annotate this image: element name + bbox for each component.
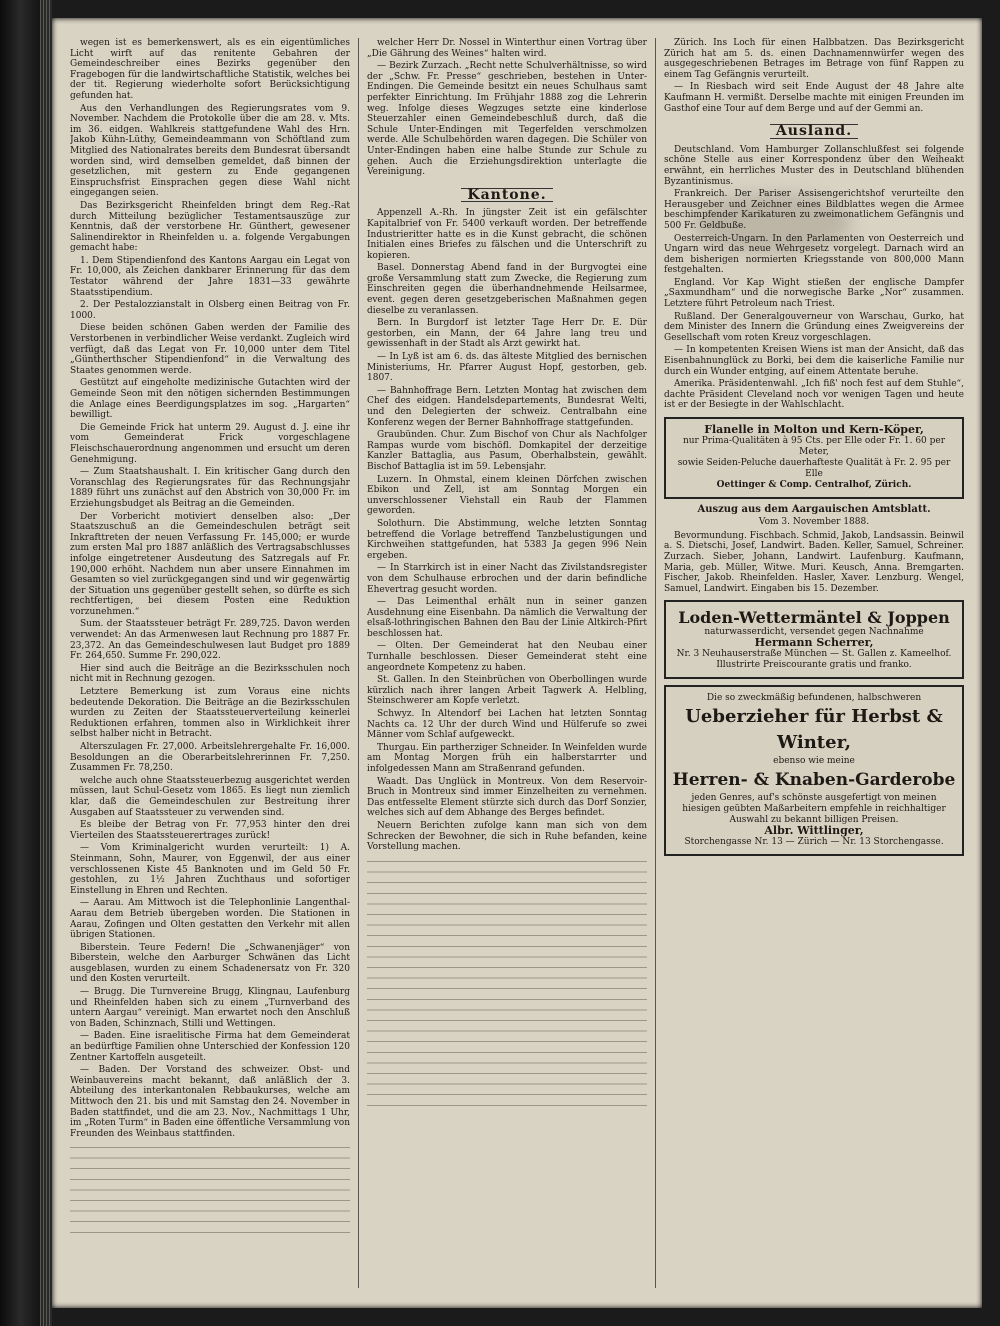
paragraph: Es bleibe der Betrag von Fr. 77,953 hinter den drei Vierteilen des Staatssteuerertrages zurück! — [70, 820, 350, 841]
advertisement-ueberzieher — [664, 685, 964, 856]
paragraph: Aus den Verhandlungen des Regierungsrates vom 9. November. Nachdem die Protokolle über die am 28. v. Mts. im 36. eidgen. Wahlkreis stattgefundene Wahl des Hrn. Jakob Kühn-Lüthy, Gemeindeammann von Schöftland zum Mitglied des Nationalrates bereits dem Bundesrat übersandt worden sind, wird demselben gemeldet, daß binnen der gesetzlichen, mit gestern zu Ende gegangenen Einspruchsfrist Einsprachen gegen diese Wahl nicht eingegangen seien. — [70, 103, 350, 199]
continuation-text — [367, 855, 647, 1115]
paragraph: — Baden. Der Vorstand des schweizer. Obst- und Weinbauvereins macht bekannt, daß anläßlich der 3. Abteilung des interkantonalen Rebbaukurses, welche am Mittwoch den 21. bis und mit Samstag den 24. November in Baden stattfindet, und die am 23. Nov., Nachmittags 1 Uhr, im „Roten Turm“ in Baden eine öffentliche Versammlung von Freunden des Weinbaus stattfinden. — [70, 1065, 350, 1139]
paragraph: Die Gemeinde Frick hat unterm 29. August d. J. eine ihr vom Gemeinderat Frick vorgeschlagene Fleischschauerordnung angenommen und ersucht um deren Genehmigung. — [70, 422, 350, 465]
ad-intro: Die so zweckmäßig befundenen, halbschweren — [706, 692, 922, 703]
paragraph: Graubünden. Chur. Zum Bischof von Chur als Nachfolger Rampas wurde vom bischöfl. Domkapitel der derzeitige Kanzler Battaglia, aus Pasum, Oberhalbstein, gewählt. Bischof Battaglia ist im 59. Lebensjahr. — [367, 430, 647, 472]
paragraph: Basel. Donnerstag Abend fand in der Burgvogtei eine große Versammlung statt zum Zwecke, die Regierung zum Einschreiten gegen die überhandnehmende Heilsarmee, event. gegen deren gesetzgeberischen Maßnahmen gegen dieselbe zu veranlassen. — [367, 263, 647, 316]
paragraph: Appenzell A.-Rh. In jüngster Zeit ist ein gefälschter Kapitalbrief von Fr. 5400 verkauft worden. Der betreffende Industrieritter hatte es in die Kunst gebracht, die schönen Initialen eines Briefes zu fälschen und die Unterschrift zu kopieren. — [367, 208, 647, 261]
paragraph: St. Gallen. In den Steinbrüchen von Oberbollingen wurde kürzlich nach ihrer langen Arbeit Tagwerk A. Helbling, Steinschwerer am Kopfe verletzt. — [367, 675, 647, 707]
paragraph: Solothurn. Die Abstimmung, welche letzten Sonntag betreffend die Vorlage betreffend Tanzbelustigungen und Kirchweihen stattgefunden, hat 5383 Ja gegen 996 Nein ergeben. — [367, 518, 647, 561]
column-3 — [664, 38, 964, 1288]
paragraph: Luzern. In Ohmstal, einem kleinen Dörfchen zwischen Ebikon und Zell, ist am Sonntag Morgen ein unverschlossener Viehstall ein Raub der Flammen geworden. — [367, 474, 647, 517]
paragraph: wegen ist es bemerkenswert, als es ein eigentümliches Licht wirft auf das renitente Gebahren der Gemeindeschreiber eines Bezirks gegenüber den Fragebogen für die landwirtschaftliche Statistik, welches bei der tit. Regierung wiederholte sofort Berücksichtigung gefunden hat. — [70, 38, 350, 101]
paragraph: — In Starrkirch ist in einer Nacht das Zivilstandsregister von dem Schulhause erbrochen und der darin befindliche Ehevertrag gesucht worden. — [367, 563, 647, 595]
paragraph: Bern. In Burgdorf ist letzter Tage Herr Dr. E. Dür gestorben, ein Mann, der 64 Jahre lang treu und gewissenhaft in der Stadt als Arzt gewirkt hat. — [367, 318, 647, 350]
ad-line: jeden Genres, auf's schönste ausgefertigt von meinen hiesigen geübten Maßarbeitern empfehle in reichhaltiger Auswahl zu bekannt billigen Preisen. — [682, 792, 946, 825]
paragraph: — Olten. Der Gemeinderat hat den Neubau einer Turnhalle beschlossen. Dieser Gemeinderat steht eine angeordnete Kompetenz zu haben. — [367, 641, 647, 673]
section-title-kantone: Kantone. — [367, 188, 647, 203]
paragraph: Waadt. Das Unglück in Montreux. Von dem Reservoir-Bruch in Montreux sind immer Einzelheiten zu vernehmen. Das entfesselte Element stürzte sich durch das Dorf Sonzier, welches sich auf dem Abhange des Berges befindet. — [367, 776, 647, 819]
paragraph: Thurgau. Ein partherziger Schneider. In Weinfelden wurde am Montag Morgen früh ein halberstarrter und infolgedessen Mann am Straßenrand gefunden. — [367, 742, 647, 774]
section-title-ausland: Ausland. — [664, 124, 964, 139]
ad-line: Hermann Scherrer, — [754, 636, 874, 650]
paragraph: Amerika. Präsidentenwahl. „Ich fiß' noch fest auf dem Stuhle“, dachte Präsident Cleveland noch vor wenigen Tagen und heute ist er der Besiegte in der Wahlschlacht. — [664, 379, 964, 411]
ad-line: Nr. 3 Neuhauserstraße München — St. Gallen z. Kameelhof. — [676, 648, 952, 659]
ad-line: Flanelle in Molton und Kern-Köper, — [704, 423, 924, 436]
ad-line: sowie Seiden-Peluche dauerhafteste Qualität à Fr. 2. 95 per Elle — [677, 457, 951, 479]
paragraph: Zürich. Ins Loch für einen Halbbatzen. Das Bezirksgericht Zürich hat am 5. ds. einen Dachnamennwürfer wegen des ausgegeschriebenen Betrages im Betrage von fünf Rappen zu einem Tag Gefängnis verurteilt. — [664, 38, 964, 80]
newspaper-page — [52, 18, 982, 1308]
advertisement-flanelle — [664, 417, 964, 499]
paragraph: Der Vorbericht motiviert denselben also: „Der Staatszuschuß an die Gemeindeschulen beträgt seit Inkrafttreten der neuen Verfassung Fr. 145,000; er wurde zum ersten Mal pro 1887 anläßlich des Vertragsabschlusses infolge eingetretener Ausdeutung des Satzregals auf Fr. 190,000 erhöht. Nachdem nun aber unsere Einnahmen im Gesamten so viel zurückgegangen sind und wir gegenwärtig der Situation uns gegenüber gestellt sehen, so dürfte es sich rechtfertigen, bei diesem Posten eine Reduktion vorzunehmen.“ — [70, 511, 350, 617]
column-1 — [70, 38, 350, 1288]
ad-line: Storchengasse Nr. 13 — Zürich — Nr. 13 Storchengasse. — [684, 836, 944, 847]
paragraph: — Aarau. Am Mittwoch ist die Telephonlinie Langenthal-Aarau dem Betrieb übergeben worden. Die Stationen in Aarau, Zofingen und Olten gestatten den Verkehr mit allen übrigen Stationen. — [70, 898, 350, 941]
paragraph: welche auch ohne Staatssteuerbezug ausgerichtet werden müssen, laut Schul-Gesetz vom 1865. Es liegt nun ziemlich klar, daß die Gemeindeschulen zur Bestreitung ihrer Ausgaben auf Staatssteuer zu verwenden sind. — [70, 775, 350, 818]
paragraph: Deutschland. Vom Hamburger Zollanschlußfest sei folgende schöne Stelle aus einer Korrespondenz über den Weiheakt erwähnt, ein herrliches Muster des in Deutschland blühenden Byzantinismus. — [664, 144, 964, 187]
ad-mid: ebenso wie meine — [773, 755, 855, 766]
ad-line: Albr. Wittlinger, — [764, 823, 864, 837]
paragraph: Neuern Berichten zufolge kann man sich von dem Schrecken der Bewohner, die sich in Ruhe befanden, keine Vorstellung machen. — [367, 820, 647, 853]
paragraph: — Das Leimenthal erhält nun in seiner ganzen Ausdehnung eine Eisenbahn. Da nämlich die Verwaltung der elsaß-lothringischen Bahnen den Bau der Linie Altkirch-Pfirt beschlossen hat. — [367, 597, 647, 639]
column-2 — [367, 38, 647, 1288]
paragraph: Alterszulagen Fr. 27,000. Arbeitslehrergehalte Fr. 16,000. Besoldungen an die Oberarbeitslehrerinnen Fr. 7,250. Zusammen Fr. 78,250. — [70, 742, 350, 774]
paragraph: Rußland. Der Generalgouverneur von Warschau, Gurko, hat dem Minister des Innern die Gründung eines Zweigvereins der Gesellschaft vom roten Kreuz vorgeschlagen. — [664, 311, 964, 343]
paragraph: 1. Dem Stipendienfond des Kantons Aargau ein Legat von Fr. 10,000, als Zeichen dankbarer Erinnerung für das dem Testator während der Jahre 1831—33 gewährte Staatsstipendium. — [70, 255, 350, 298]
continuation-text — [70, 1141, 350, 1241]
column-rule — [358, 38, 359, 1288]
paragraph: Biberstein. Teure Federn! Die „Schwanenjäger“ von Biberstein, welche den Aarburger Schwänen das Licht ausgeblasen, wurden zu einem Schadenersatz von Fr. 320 und den Kosten verurteilt. — [70, 942, 350, 985]
advertisement-loden — [664, 600, 964, 679]
amtsblatt-title: Auszug aus dem Aargauischen Amtsblatt. — [697, 503, 931, 515]
paragraph: Das Bezirksgericht Rheinfelden bringt dem Reg.-Rat durch Mitteilung bezüglicher Testamentsauszüge zur Kenntnis, daß der verstorbene Hr. Günthert, gewesener Salinendirektor in Rheinfelden u. a. folgende Vergabungen gemacht habe: — [70, 200, 350, 254]
ad-title: Loden-Wettermäntel & Joppen — [678, 608, 950, 628]
paragraph: England. Vor Kap Wight stießen der englische Dampfer „Saxmundham“ und die norwegische Barke „Nor“ zusammen. Letztere führt Petroleum nach Triest. — [664, 277, 964, 310]
paragraph: — Bahnhoffrage Bern. Letzten Montag hat zwischen dem Chef des eidgen. Handelsdepartements, Bundesrat Welti, und den Delegierten der schweiz. Centralbahn eine Konferenz wegen der Berner Bahnhoffrage stattgefunden. — [367, 385, 647, 428]
ad-line: nur Prima-Qualitäten à 95 Cts. per Elle oder Fr. 1. 60 per Meter, — [682, 435, 946, 457]
ad-title-2: Herren- & Knaben-Garderobe — [672, 769, 956, 790]
paragraph: — Bezirk Zurzach. „Recht nette Schulverhältnisse, so wird der „Schw. Fr. Presse“ geschrieben, bestehen in Unter-Endingen. Die Gemeinde besitzt ein neues Schulhaus samt perfekter Einrichtung. Im Frühjahr 1888 zog die Lehrerin weg. Infolge dieses Wegzuges setzte eine kinderlose Steuerzahler einen Gemeindebeschluß durch, daß die Schule Unter-Endingen mit Tegerfelden verschmolzen werde. Alle Schulbehörden waren dagegen. Die Schüler von Unter-Endingen haben eine halbe Stunde zur Schule zu gehen. Auch die Erziehungsdirektion unterlagte die Vereinigung. — [367, 61, 647, 178]
paragraph: Schwyz. In Altendorf bei Lachen hat letzten Sonntag Nachts ca. 12 Uhr der durch Wind und Hülferufe so zwei Männer vom Schlaf aufgeweckt. — [367, 709, 647, 741]
book-binding — [0, 0, 52, 1326]
paragraph: Diese beiden schönen Gaben werden der Familie des Verstorbenen in verbindlicher Weise verdankt. Zugleich wird verfügt, daß das Legat von Fr. 10,000 unter dem Titel „Güntherthscher Stipendienfond“ in die Verwaltung des Staates genommen werde. — [70, 323, 350, 376]
paragraph: Gestützt auf eingeholte medizinische Gutachten wird der Gemeinde Seon mit den nötigen sichernden Bestimmungen die Anlage eines Beerdigungsplatzes im sog. „Hargarten“ bewilligt. — [70, 378, 350, 421]
paragraph: Sum. der Staatssteuer beträgt Fr. 289,725. Davon werden verwendet: An das Armenwesen laut Rechnung pro 1887 Fr. 23,372. An das Gemeindeschulwesen laut Budget pro 1889 Fr. 264,650. Summe Fr. 290,022. — [70, 619, 350, 662]
ad-line: naturwasserdicht, versendet gegen Nachnahme — [704, 627, 924, 638]
page-edges — [40, 0, 52, 1326]
amtsblatt-date: Vom 3. November 1888. — [758, 517, 870, 528]
paragraph: welcher Herr Dr. Nossel in Winterthur einen Vortrag über „Die Gährung des Weines“ halten wird. — [367, 38, 647, 59]
paragraph: Letztere Bemerkung ist zum Voraus eine nichts bedeutende Dekoration. Die Beiträge an die Bezirksschulen wurden zu Zeiten der Staatssteuerverteilung keinerlei Reduktionen erfahren, tommen also in Wirklichkeit ihrer selbst halber nicht in Betracht. — [70, 687, 350, 740]
paragraph: — In kompetenten Kreisen Wiens ist man der Ansicht, daß das Eisenbahnunglück zu Borki, bei dem die kaiserliche Familie nur durch ein Wunder entging, auf einem Attentate beruhe. — [664, 345, 964, 377]
paragraph: — Brugg. Die Turnvereine Brugg, Klingnau, Laufenburg und Rheinfelden haben sich zu einem „Turnverband des untern Aargau“ vereinigt. Man erwartet noch den Anschluß von Baden, Schinznach, Stilli und Wettingen. — [70, 987, 350, 1029]
paragraph: Frankreich. Der Pariser Assisengerichtshof verurteilte den Herausgeber und Zeichner eines Bildblattes wegen die Armee beschimpfender Karikaturen zu zweimonatlichem Gefängnis und 500 Fr. Geldbuße. — [664, 189, 964, 231]
paragraph: Hier sind auch die Beiträge an die Bezirksschulen noch nicht mit in Rechnung gezogen. — [70, 663, 350, 685]
ad-line: Illustrirte Preiscourante gratis und franko. — [716, 659, 912, 670]
paragraph: — Baden. Eine israelitische Firma hat dem Gemeinderat an bedürftige Familien ohne Unterschied der Konfession 120 Zentner Kartoffeln ausgeteilt. — [70, 1031, 350, 1063]
paragraph: — In Lyß ist am 6. ds. das älteste Mitglied des bernischen Ministeriums, Hr. Pfarrer August Hopf, gestorben, geb. 1807. — [367, 352, 647, 384]
paragraph: Oesterreich-Ungarn. In den Parlamenten von Oesterreich und Ungarn wird das neue Wehrgesetz vorgelegt. Darnach wird an dem bisherigen normierten Kriegsstande von 800,000 Mann festgehalten. — [664, 233, 964, 276]
column-rule — [655, 38, 656, 1288]
ad-title: Ueberzieher für Herbst & Winter, — [685, 705, 943, 753]
paragraph: 2. Der Pestalozzianstalt in Olsberg einen Beitrag von Fr. 1000. — [70, 300, 350, 321]
paragraph: — Zum Staatshaushalt. I. Ein kritischer Gang durch den Voranschlag des Regierungsrates für das Rechnungsjahr 1889 führt uns zunächst auf den Abstrich von 30,000 Fr. im Erziehungsbudget als Beitrag an die Gemeinden. — [70, 467, 350, 509]
paragraph: — Vom Kriminalgericht wurden verurteilt: 1) A. Steinmann, Sohn, Maurer, von Eggenwil, der aus einer verschlossenen Kiste 45 Banknoten und im Geld 50 Fr. gestohlen, zu 1½ Jahren Zuchthaus und sofortiger Einstellung in Ehren und Rechten. — [70, 843, 350, 896]
ad-line: Oettinger & Comp. Centralhof, Zürich. — [716, 479, 912, 490]
amtsblatt-text: Bevormundung. Fischbach. Schmid, Jakob, Landsassin. Beinwil a. S. Dietschi, Josef, Landwirt. Baden. Keller, Samuel, Schreiner. Zurzach. Sieber, Johann, Landwirt. Laufenburg. Kaufmann, Maria, geb. Müller, Witwe. Muri. Keusch, Anna. Bremgarten. Fischer, Jakob. Rheinfelden. Hasler, Xaver. Lenzburg. Wengel, Samuel, Landwirt. Eingaben bis 15. Dezember. — [664, 530, 964, 594]
paragraph: — In Riesbach wird seit Ende August der 48 Jahre alte Kaufmann H. vermißt. Derselbe machte mit einigen Freunden im Gasthof eine Tour auf dem Berge und auf der Gemmi an. — [664, 82, 964, 114]
